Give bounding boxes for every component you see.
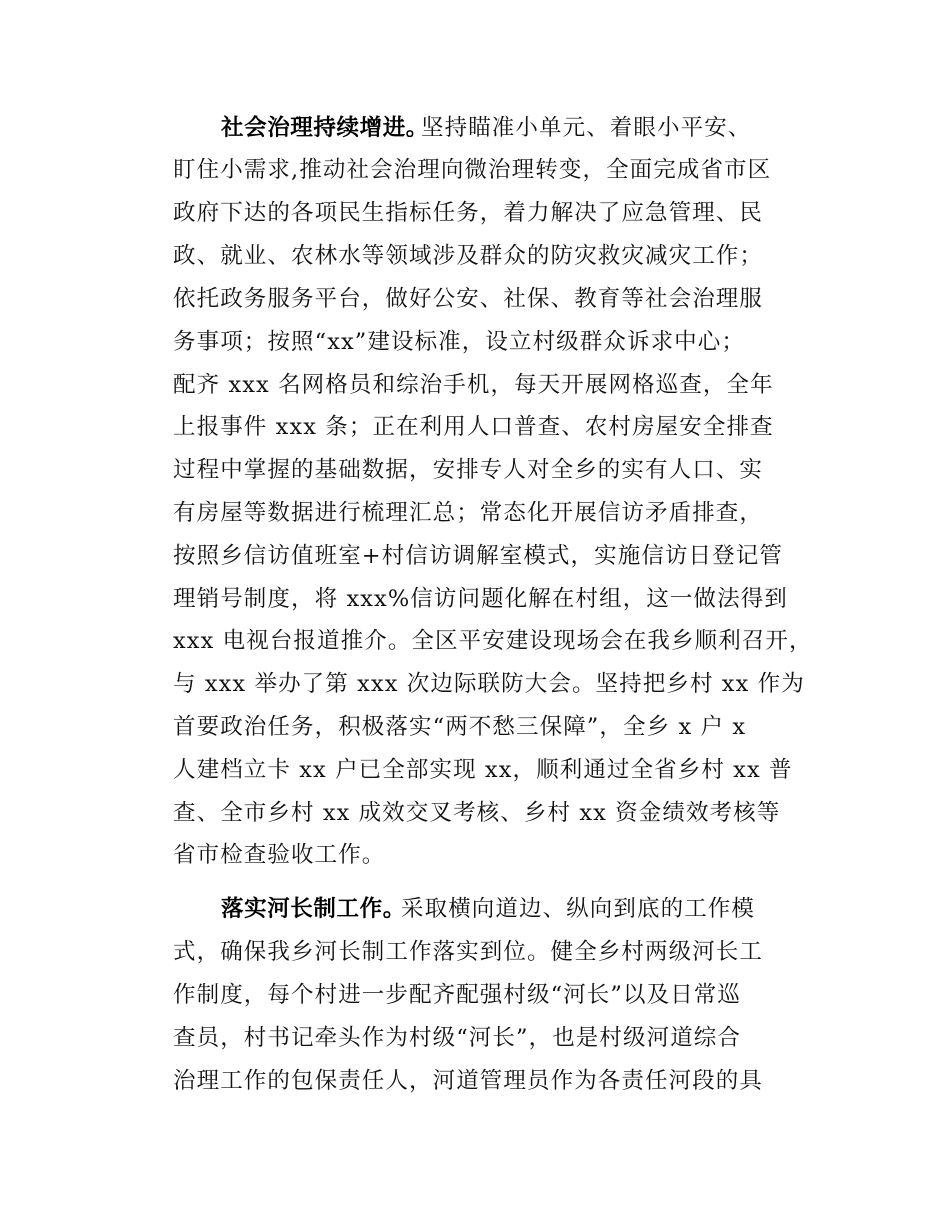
text-line: 上报事件 xxx 条；正在利用人口普查、农村房屋安全排查 <box>173 414 774 440</box>
text-line: 治理工作的包保责任人，河道管理员作为各责任河段的具 <box>173 1068 764 1094</box>
text-line: 采取横向道边、纵向到底的工作模 <box>401 896 756 922</box>
paragraph-heading: 落实河长制工作。 <box>221 896 406 922</box>
text-line: 式，确保我乡河长制工作落实到位。健全乡村两级河长工 <box>173 939 764 965</box>
paragraph-heading: 社会治理持续增进。 <box>221 115 429 141</box>
text-line: 盯住小需求,推动社会治理向微治理转变，全面完成省市区 <box>173 157 772 183</box>
text-line: 人建档立卡 xx 户已全部实现 xx，顺利通过全省乡村 xx 普 <box>173 757 793 783</box>
text-line: 理销号制度，将 xxx%信访问题化解在村组，这一做法得到 <box>173 586 788 612</box>
text-line: 务事项；按照“xx”建设标准，设立村级群众诉求中心； <box>173 329 745 355</box>
text-line: 省市检查验收工作。 <box>173 842 386 868</box>
text-line: xxx 电视台报道推介。全区平安建设现场会在我乡顺利召开， <box>173 628 813 654</box>
text-line: 按照乡信访值班室+村信访调解室模式，实施信访日登记管 <box>173 543 783 569</box>
text-line: 首要政治任务，积极落实“两不愁三保障”，全乡 x 户 x <box>173 714 747 740</box>
text-line: 过程中掌握的基础数据，安排专人对全乡的实有人口、实 <box>173 457 764 483</box>
text-line: 查员，村书记牵头作为村级“河长”，也是村级河道综合 <box>173 1025 742 1051</box>
text-line: 与 xxx 举办了第 xxx 次边际联防大会。坚持把乡村 xx 作为 <box>173 671 805 697</box>
text-line: 配齐 xxx 名网格员和综治手机，每天开展网格巡查，全年 <box>173 372 774 398</box>
text-line: 作制度，每个村进一步配齐配强村级“河长”以及日常巡 <box>173 982 742 1008</box>
text-line: 政府下达的各项民生指标任务，着力解决了应急管理、民 <box>173 200 764 226</box>
text-line: 查、全市乡村 xx 成效交叉考核、乡村 xx 资金绩效考核等 <box>173 800 781 826</box>
text-line: 依托政务服务平台，做好公安、社保、教育等社会治理服 <box>173 286 764 312</box>
text-line: 有房屋等数据进行梳理汇总；常态化开展信访矛盾排查， <box>173 500 764 526</box>
text-line: 政、就业、农林水等领域涉及群众的防灾救灾减灾工作； <box>173 243 764 269</box>
text-line: 坚持瞄准小单元、着眼小平安、 <box>421 115 752 141</box>
